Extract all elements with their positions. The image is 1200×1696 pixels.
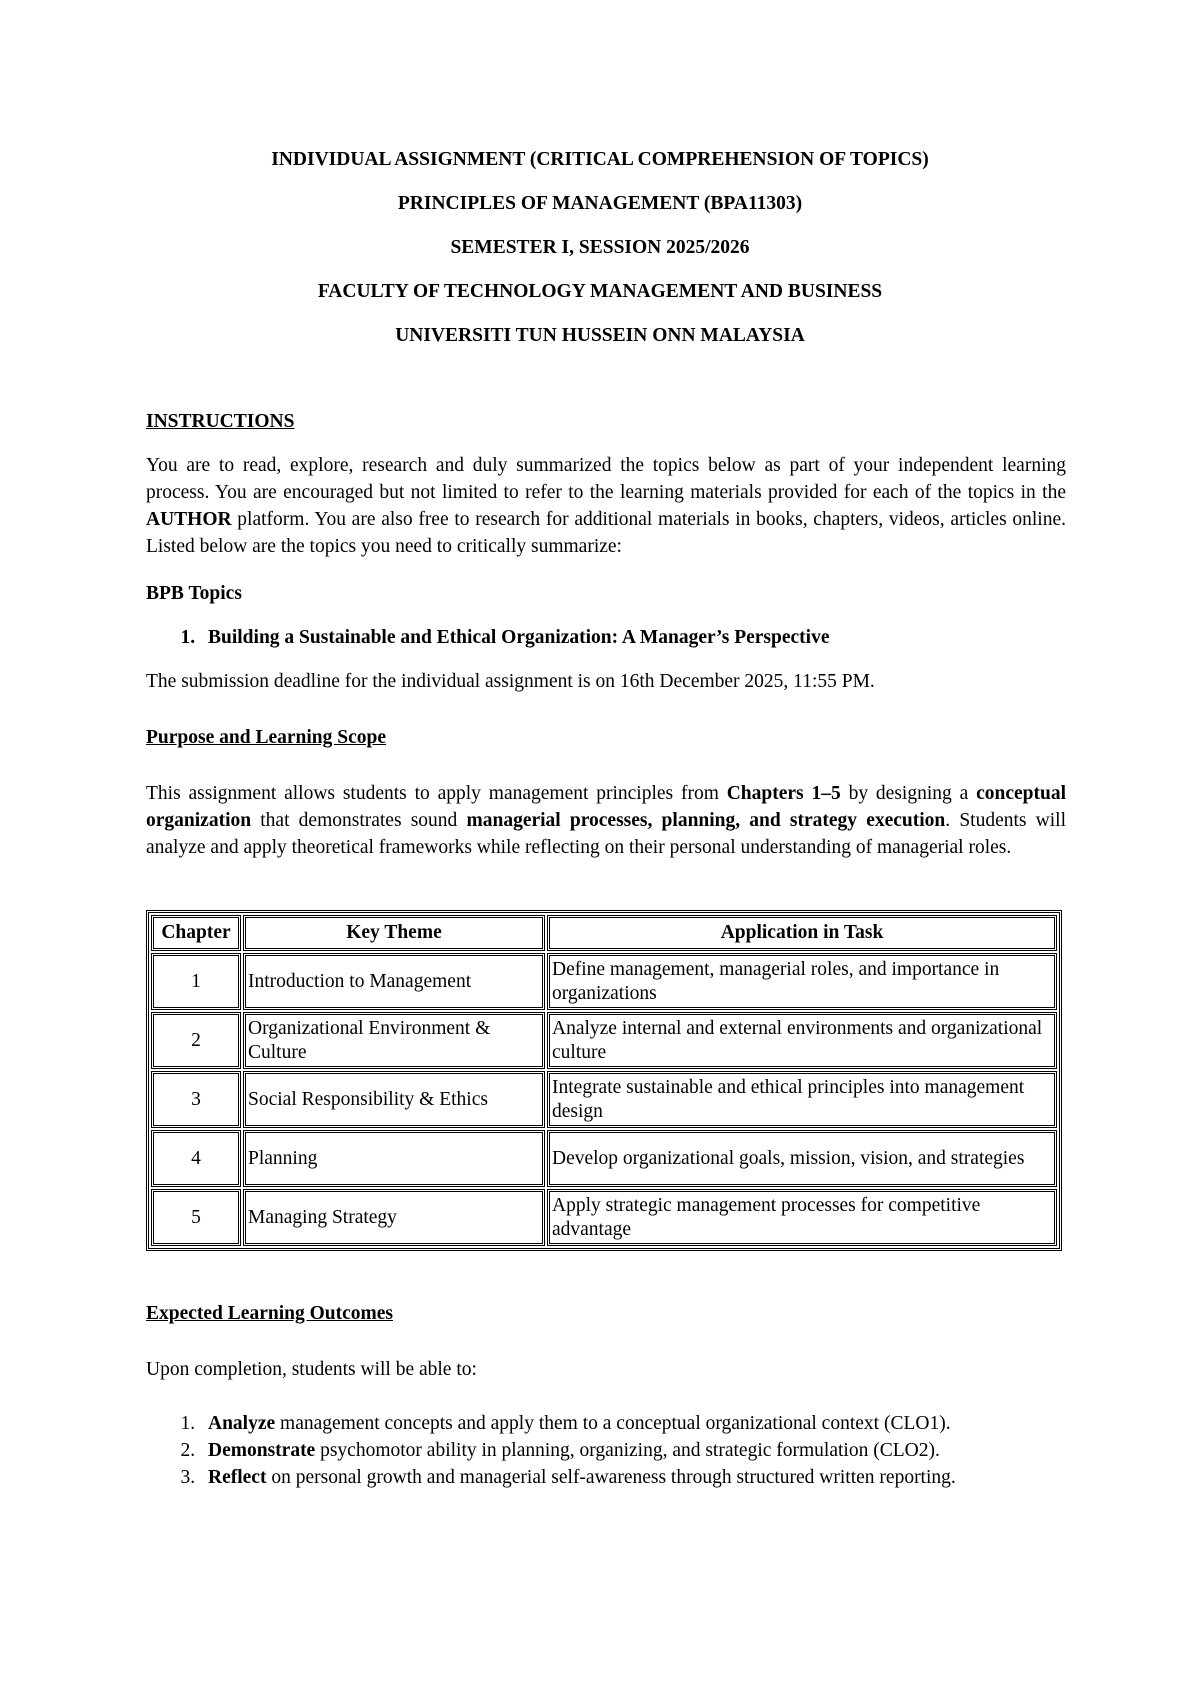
key-theme: Introduction to Management — [243, 953, 545, 1010]
purpose-bold-chapters: Chapters 1–5 — [726, 783, 841, 804]
outcome-verb: Analyze — [208, 1413, 276, 1434]
chapter-number: 2 — [151, 1012, 241, 1069]
topics-list — [126, 624, 1066, 651]
topic-item: 1. Building a Sustainable and Ethical Organization: A Manager’s Perspective — [200, 624, 1066, 651]
outcome-text: management concepts and apply them to a conceptual organizational context (CLO1). — [275, 1413, 951, 1434]
table-row — [151, 1130, 1057, 1187]
faculty-line: FACULTY OF TECHNOLOGY MANAGEMENT AND BUSINESS — [317, 281, 883, 302]
table-row — [151, 953, 1057, 1010]
purpose-bold-organization: conceptual organization — [146, 783, 1067, 831]
purpose-text-2: by designing a — [840, 783, 977, 804]
instructions-text-b: platform. You are also free to research for additional materials in books, chapters, videos, articles online. Listed below are the topics you need to critically summarize: — [146, 509, 1066, 557]
outcomes-list-wrapper — [146, 1410, 1066, 1491]
purpose-text-3: that demonstrates sound — [251, 810, 467, 831]
outcome-item — [200, 1437, 1066, 1464]
chapter-number: 3 — [151, 1071, 241, 1128]
key-theme: Organizational Environment & Culture — [243, 1012, 545, 1069]
outcome-text: on personal growth and managerial self-awareness through structured written reporting. — [266, 1467, 956, 1488]
topics-heading: BPB Topics — [146, 583, 242, 604]
table-row — [151, 1012, 1057, 1069]
outcome-text: psychomotor ability in planning, organizing, and strategic formulation (CLO2). — [315, 1440, 940, 1461]
header-key-theme: Key Theme — [243, 915, 545, 951]
chapter-number: 4 — [151, 1130, 241, 1187]
topics-list-wrapper — [146, 624, 1066, 651]
application-task: Define management, managerial roles, and importance in organizations — [547, 953, 1057, 1010]
outcome-verb: Demonstrate — [208, 1440, 316, 1461]
outcomes-heading: Expected Learning Outcomes — [146, 1303, 393, 1324]
purpose-text-4: . Students will analyze and apply theoretical frameworks while reflecting on their personal understanding of managerial roles. — [146, 810, 1066, 858]
instructions-heading: INSTRUCTIONS — [146, 411, 295, 432]
outcomes-list — [126, 1410, 1066, 1491]
chapters-table — [146, 910, 1062, 1251]
application-task: Develop organizational goals, mission, vision, and strategies — [547, 1130, 1057, 1187]
header-application: Application in Task — [547, 915, 1057, 951]
university-line: UNIVERSITI TUN HUSSEIN ONN MALAYSIA — [395, 325, 805, 346]
outcomes-intro: Upon completion, students will be able to: — [146, 1359, 477, 1380]
submission-deadline: The submission deadline for the individual assignment is on 16th December 2025, 11:55 PM. — [146, 671, 875, 692]
outcome-item — [200, 1410, 1066, 1437]
table-row — [151, 1071, 1057, 1128]
purpose-bold-processes: managerial processes, planning, and strategy execution — [466, 810, 946, 831]
key-theme: Managing Strategy — [243, 1189, 545, 1246]
purpose-paragraph — [146, 780, 1066, 861]
header-chapter: Chapter — [151, 915, 241, 951]
instructions-text-a: You are to read, explore, research and duly summarized the topics below as part of your independent learning process. You are encouraged but not limited to refer to the learning materials provided for each of the topics in the — [146, 455, 1066, 503]
chapter-number: 1 — [151, 953, 241, 1010]
application-task: Analyze internal and external environments and organizational culture — [547, 1012, 1057, 1069]
chapter-number: 5 — [151, 1189, 241, 1246]
outcome-item — [200, 1464, 1066, 1491]
author-platform-name: AUTHOR — [146, 509, 232, 530]
purpose-text-1: This assignment allows students to apply management principles from — [146, 783, 727, 804]
purpose-heading: Purpose and Learning Scope — [146, 727, 386, 748]
application-task: Apply strategic management processes for competitive advantage — [547, 1189, 1057, 1246]
course-title: PRINCIPLES OF MANAGEMENT (BPA11303) — [397, 193, 803, 214]
key-theme: Planning — [243, 1130, 545, 1187]
semester-line: SEMESTER I, SESSION 2025/2026 — [450, 237, 750, 258]
assignment-title: INDIVIDUAL ASSIGNMENT (CRITICAL COMPREHENSION OF TOPICS) — [271, 149, 929, 170]
key-theme: Social Responsibility & Ethics — [243, 1071, 545, 1128]
instructions-paragraph — [146, 452, 1066, 560]
table-header-row — [151, 915, 1057, 951]
table-row — [151, 1189, 1057, 1246]
outcome-verb: Reflect — [208, 1467, 267, 1488]
application-task: Integrate sustainable and ethical principles into management design — [547, 1071, 1057, 1128]
